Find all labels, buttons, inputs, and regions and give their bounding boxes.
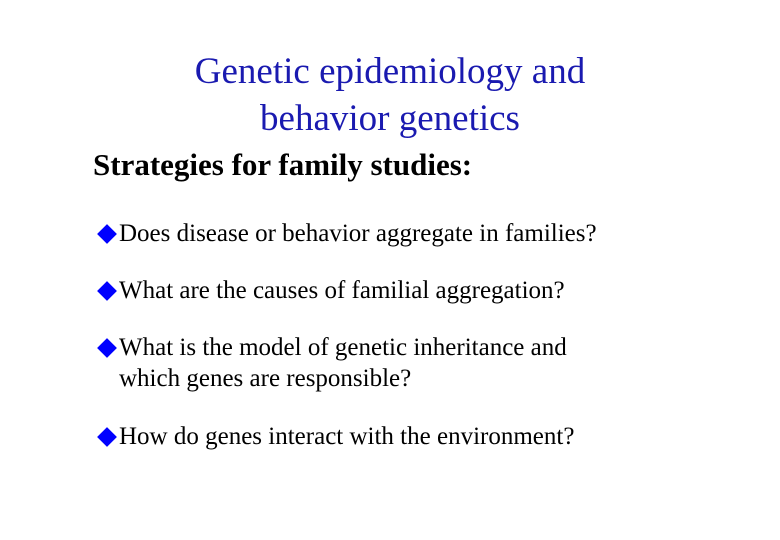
section-heading: Strategies for family studies: [93, 147, 473, 182]
bullet-item [96, 218, 597, 249]
bullet-text: How do genes interact with the environment? [119, 423, 575, 450]
bullet-item [96, 275, 565, 306]
bullet-text-continuation: which genes are responsible? [119, 365, 412, 392]
diamond-bullet-icon [97, 281, 117, 301]
diamond-bullet-icon [97, 224, 117, 244]
bullet-item [96, 332, 567, 394]
bullet-item [96, 421, 574, 452]
slide-title-line-1: Genetic epidemiology and [194, 51, 586, 92]
bullet-text: What is the model of genetic inheritance and [119, 334, 567, 361]
diamond-bullet-icon [97, 427, 117, 447]
slide-title-line-2: behavior genetics [260, 98, 520, 139]
diamond-bullet-icon [97, 338, 117, 358]
bullet-text: What are the causes of familial aggregation? [119, 277, 565, 304]
bullet-text: Does disease or behavior aggregate in families? [119, 220, 597, 247]
